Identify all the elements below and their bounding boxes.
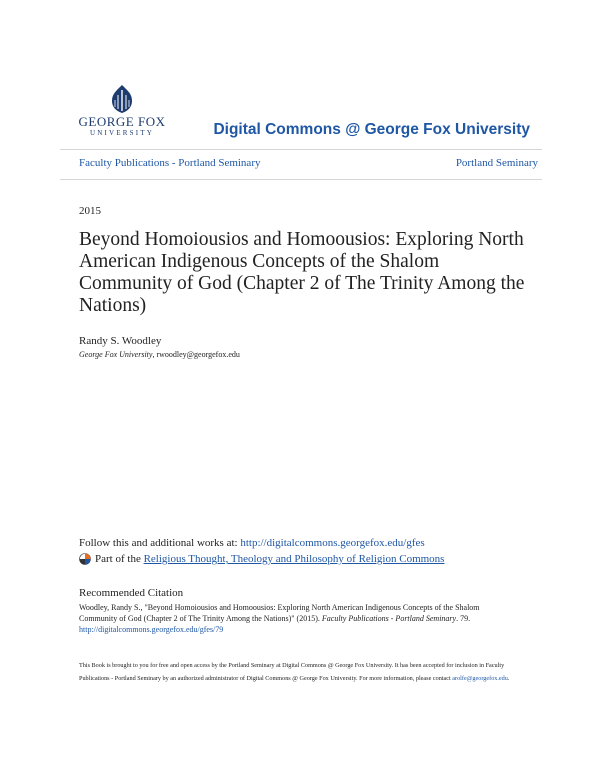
recommended-citation-heading: Recommended Citation	[79, 587, 184, 599]
department-link[interactable]: Portland Seminary	[455, 157, 538, 169]
follow-prefix: Follow this and additional works at:	[79, 537, 238, 549]
affiliation-institution: George Fox University	[79, 350, 153, 359]
author-email: rwoodley@georgefox.edu	[156, 350, 240, 359]
author-affiliation: George Fox University, rwoodley@georgefox.edu	[79, 350, 240, 359]
citation-series: Faculty Publications - Portland Seminary	[321, 614, 457, 623]
logo-subtitle: UNIVERSITY	[90, 129, 154, 137]
author-name: Randy S. Woodley	[79, 335, 162, 347]
publication-year: 2015	[79, 205, 101, 217]
footer-notice: This Book is brought to you for free and open access by the Portland Seminary at Digital Commons @ George Fox University. It has been accepted for inclusion in Faculty Publications - Portland Seminary by an authorized administrator of Digital Commons @ George Fox University. For more information, please contact arolfe@georgefox.edu.	[79, 662, 510, 682]
collection-link[interactable]: Faculty Publications - Portland Seminary	[79, 157, 261, 169]
commons-link[interactable]: Religious Thought, Theology and Philosophy of Religion Commons	[143, 553, 445, 565]
citation-main: Woodley, Randy S., "Beyond Homoiousios and Homoousios: Exploring North American Indigenous Concepts of the Shalom Community of God (Chapter 2 of The Trinity Among the Nations)" (2015).	[79, 603, 480, 623]
follow-line	[79, 537, 425, 549]
part-of-prefix: Part of the	[95, 553, 141, 565]
document-title: Beyond Homoiousios and Homoousios: Exploring North American Indigenous Concepts of the Shalom Community of God (Chapter 2 of The Trinity Among the Nations)	[79, 229, 525, 316]
citation-number: 79	[460, 614, 469, 623]
contact-email-link[interactable]: arolfe@georgefox.edu	[452, 675, 508, 682]
collection-url-link[interactable]: http://digitalcommons.georgefox.edu/gfes	[240, 537, 425, 549]
citation-text: Woodley, Randy S., "Beyond Homoiousios and Homoousios: Exploring North American Indigenous Concepts of the Shalom Community of God (Chapter 2 of The Trinity Among the Nations)" (2015). Faculty Publications - Portland Seminary. 79. http://digitalcommons.georgefox.edu/gfes/79	[79, 603, 480, 634]
george-fox-emblem-icon	[105, 84, 139, 114]
logo-name: GEORGE FOX	[78, 114, 166, 129]
nav-divider	[60, 179, 542, 180]
bepress-network-icon	[79, 553, 91, 565]
citation-url-link[interactable]: http://digitalcommons.georgefox.edu/gfes/79	[79, 625, 224, 634]
part-of-line	[79, 553, 444, 565]
university-logo	[78, 84, 166, 137]
footer-text: This Book is brought to you for free and open access by the Portland Seminary at Digital Commons @ George Fox University. It has been accepted for inclusion in Faculty Publications - Portland Seminary by an authorized administrator of Digital Commons @ George Fox University. For more information, please contact	[79, 662, 505, 682]
header-divider	[60, 149, 542, 150]
site-title-link[interactable]: Digital Commons @ George Fox University	[213, 121, 530, 138]
